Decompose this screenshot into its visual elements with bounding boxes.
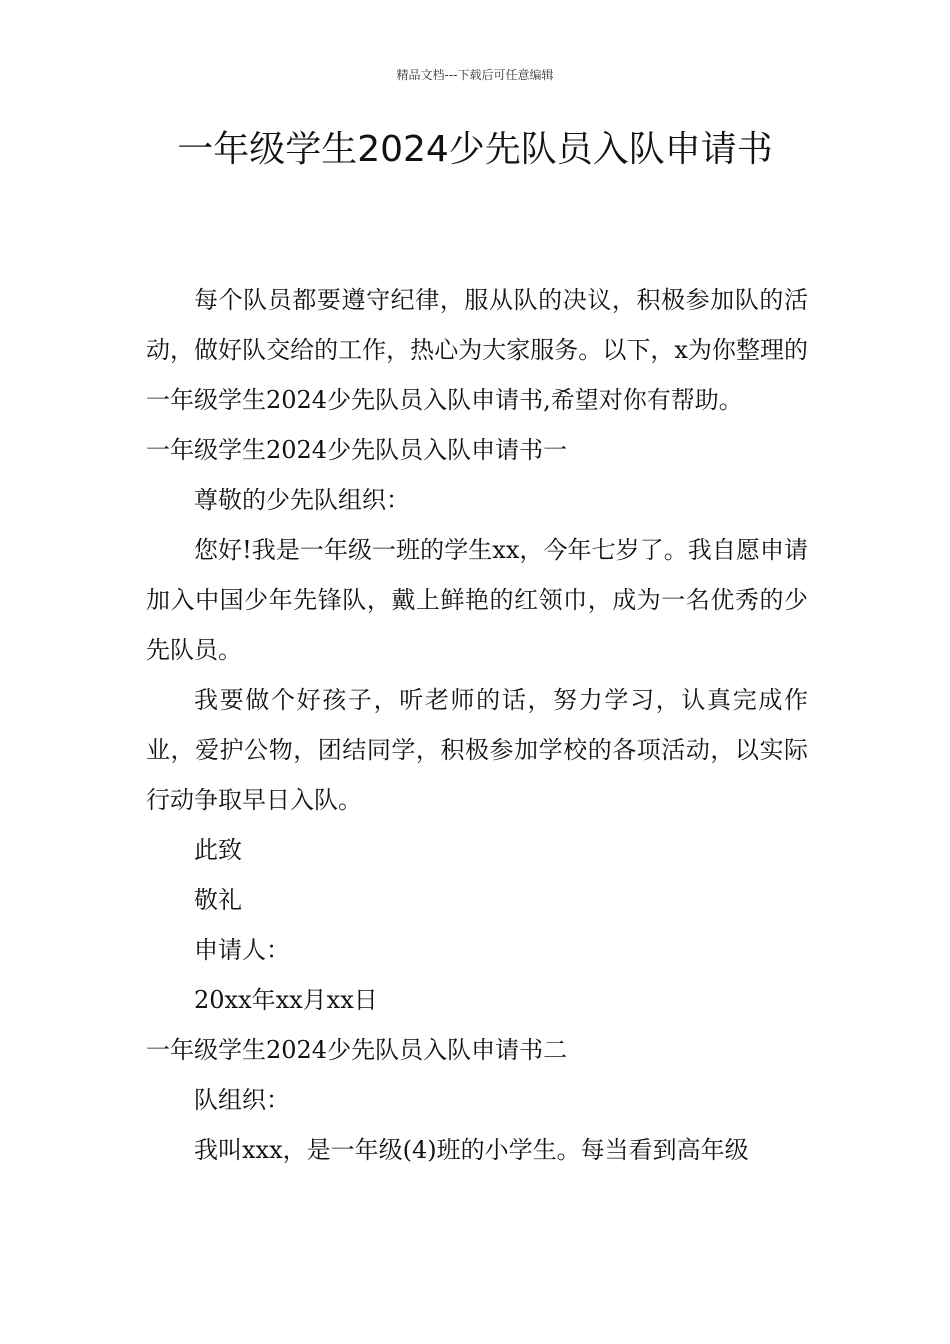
- date-line: 20xx年xx月xx日: [194, 986, 378, 1014]
- document-body: [146, 275, 808, 1175]
- salutation-2: 队组织：: [194, 1086, 290, 1114]
- header-note: 精品文档---下载后可任意编辑: [396, 68, 554, 82]
- body-paragraph-1a: 您好!我是一年级一班的学生xx，今年七岁了。我自愿申请加入中国少年先锋队，戴上鲜艳的红领巾，成为一名优秀的少先队员。: [146, 536, 808, 664]
- closing-line-1: 此致: [194, 836, 242, 864]
- body-paragraph-2a: 我叫xxx，是一年级(4)班的小学生。每当看到高年级: [194, 1136, 749, 1164]
- closing-line-2: 敬礼: [194, 886, 242, 914]
- section-heading-1: 一年级学生2024少先队员入队申请书一: [146, 436, 568, 464]
- applicant-line: 申请人：: [194, 936, 290, 964]
- salutation-1: 尊敬的少先队组织：: [194, 486, 410, 514]
- intro-paragraph: 每个队员都要遵守纪律，服从队的决议，积极参加队的活动，做好队交给的工作，热心为大家服务。以下，x为你整理的一年级学生2024少先队员入队申请书,希望对你有帮助。: [146, 286, 808, 414]
- body-paragraph-1b: 我要做个好孩子，听老师的话，努力学习，认真完成作业，爱护公物，团结同学，积极参加学校的各项活动，以实际行动争取早日入队。: [146, 686, 808, 814]
- section-heading-2: 一年级学生2024少先队员入队申请书二: [146, 1036, 568, 1064]
- document-title: 一年级学生2024少先队员入队申请书: [177, 129, 773, 170]
